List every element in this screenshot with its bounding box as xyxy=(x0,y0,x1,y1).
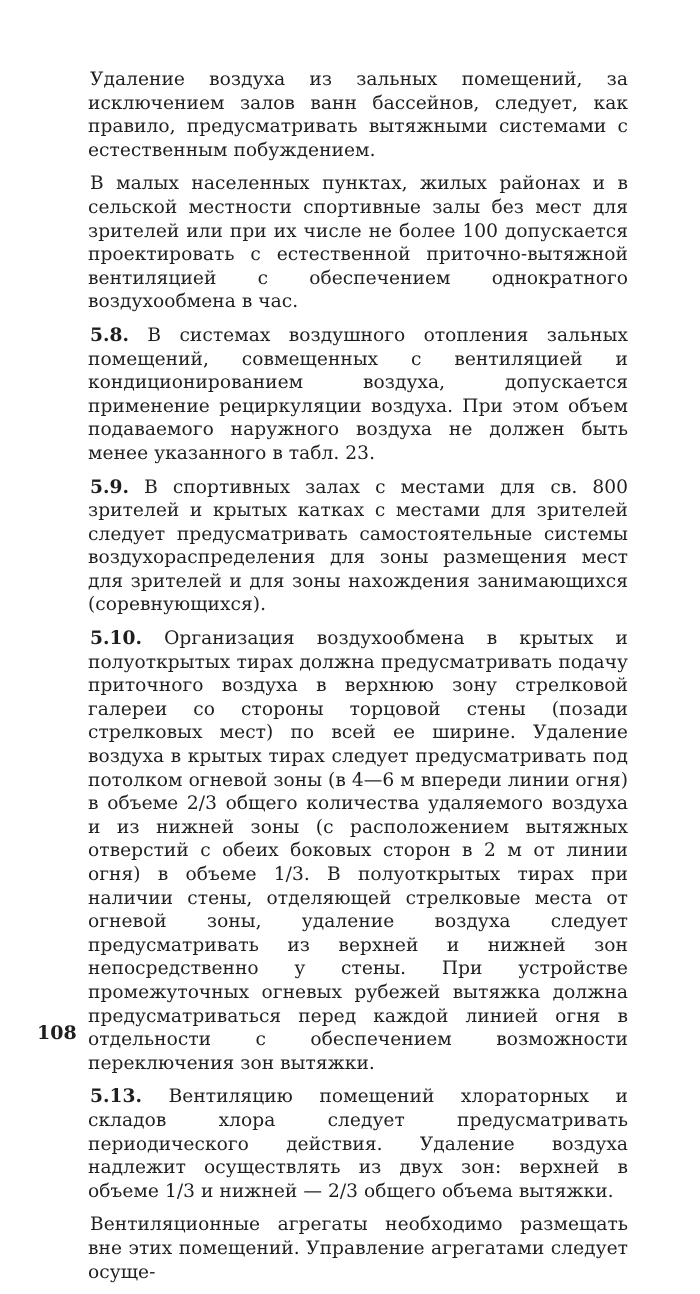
section-paragraph-5-13 xyxy=(88,1085,628,1203)
paragraph-text: общего количества удаляемого воздуха и из нижней зоны (с расположением вытяжных отверстий с обеих боковых сторон в 2 м от линии огня) в объеме xyxy=(88,793,628,885)
paragraph-text: . В полуоткрытых тирах при наличии стены, отделяющей стрелковые места от огневой зоны, удаление воздуха следует предусматривать из верхней и нижней зон непосредственно у стены. При устройстве промежуточных огневых рубежей вытяжка должна предусматриваться перед каждой линией огня в отдельности с обеспечением возможности переключения зон вытяжки. xyxy=(88,864,628,1074)
paragraph-text: Вентиляционные агрегаты необходимо размещать вне этих помещений. Управление агрегатами следует осуще- xyxy=(88,1214,628,1283)
paragraph-text: Организация воздухообмена в крытых и полуоткрытых тирах должна предусматривать подачу приточного воздуха в верхнюю зону стрелковой галереи со стороны торцовой стены (позади стрелковых мест) по всей ее ширине. Удаление воздуха в крытых тирах следует предусматривать под потолком огневой зоны (в 4—6 м впереди линии огня) в объеме xyxy=(88,628,628,815)
section-number: 5.13. xyxy=(90,1086,143,1108)
paragraph xyxy=(88,1213,628,1284)
fraction: 2/3 xyxy=(327,1180,359,1202)
section-paragraph-5-10 xyxy=(88,627,628,1075)
paragraph-text: Удаление воздуха из зальных помещений, за исключением залов ванн бассейнов, следует, как правило, предусматривать вытяжными системами с естественным побуждением. xyxy=(88,69,628,161)
section-paragraph-5-8 xyxy=(88,324,628,466)
paragraph xyxy=(88,172,628,314)
document-page xyxy=(88,68,628,1294)
section-paragraph-5-9 xyxy=(88,476,628,618)
paragraph-text: Вентиляцию помещений хлораторных и складов хлора следует предусматривать периодического действия. Удаление воздуха надлежит осуществлять из двух зон: верхней в объеме xyxy=(88,1086,628,1202)
page-number: 108 xyxy=(37,1022,77,1044)
paragraph xyxy=(88,68,628,162)
section-number: 5.10. xyxy=(90,628,143,650)
paragraph-text: В спортивных залах с местами для св. 800 зрителей и крытых катках с местами для зрителей следует предусматривать самостоятельные системы воздухораспределения для зоны размещения мест для зрителей и для зоны нахождения занимающихся (соревнующихся). xyxy=(88,476,629,616)
section-number: 5.8. xyxy=(90,324,130,346)
fraction: 1/3 xyxy=(273,864,304,885)
section-number: 5.9. xyxy=(90,476,130,498)
fraction: 2/3 xyxy=(186,793,217,815)
fraction: 1/3 xyxy=(164,1180,196,1202)
paragraph-text: и нижней — xyxy=(195,1180,328,1202)
paragraph-text: В системах воздушного отопления зальных помещений, совмещенных с вентиляцией и кондиционированием воздуха, допускается применение рециркуляции воздуха. При этом объем подаваемого наружного воздуха не должен быть менее указанного в табл. 23. xyxy=(88,324,628,464)
paragraph-text: общего объема вытяжки. xyxy=(358,1180,614,1202)
paragraph-text: В малых населенных пунктах, жилых районах и в сельской местности спортивные залы без мест для зрителей или при их числе не более 100 допускается проектировать с естественной приточно-вытяжной вентиляцией с обеспечением однократного воздухообмена в час. xyxy=(88,173,628,313)
